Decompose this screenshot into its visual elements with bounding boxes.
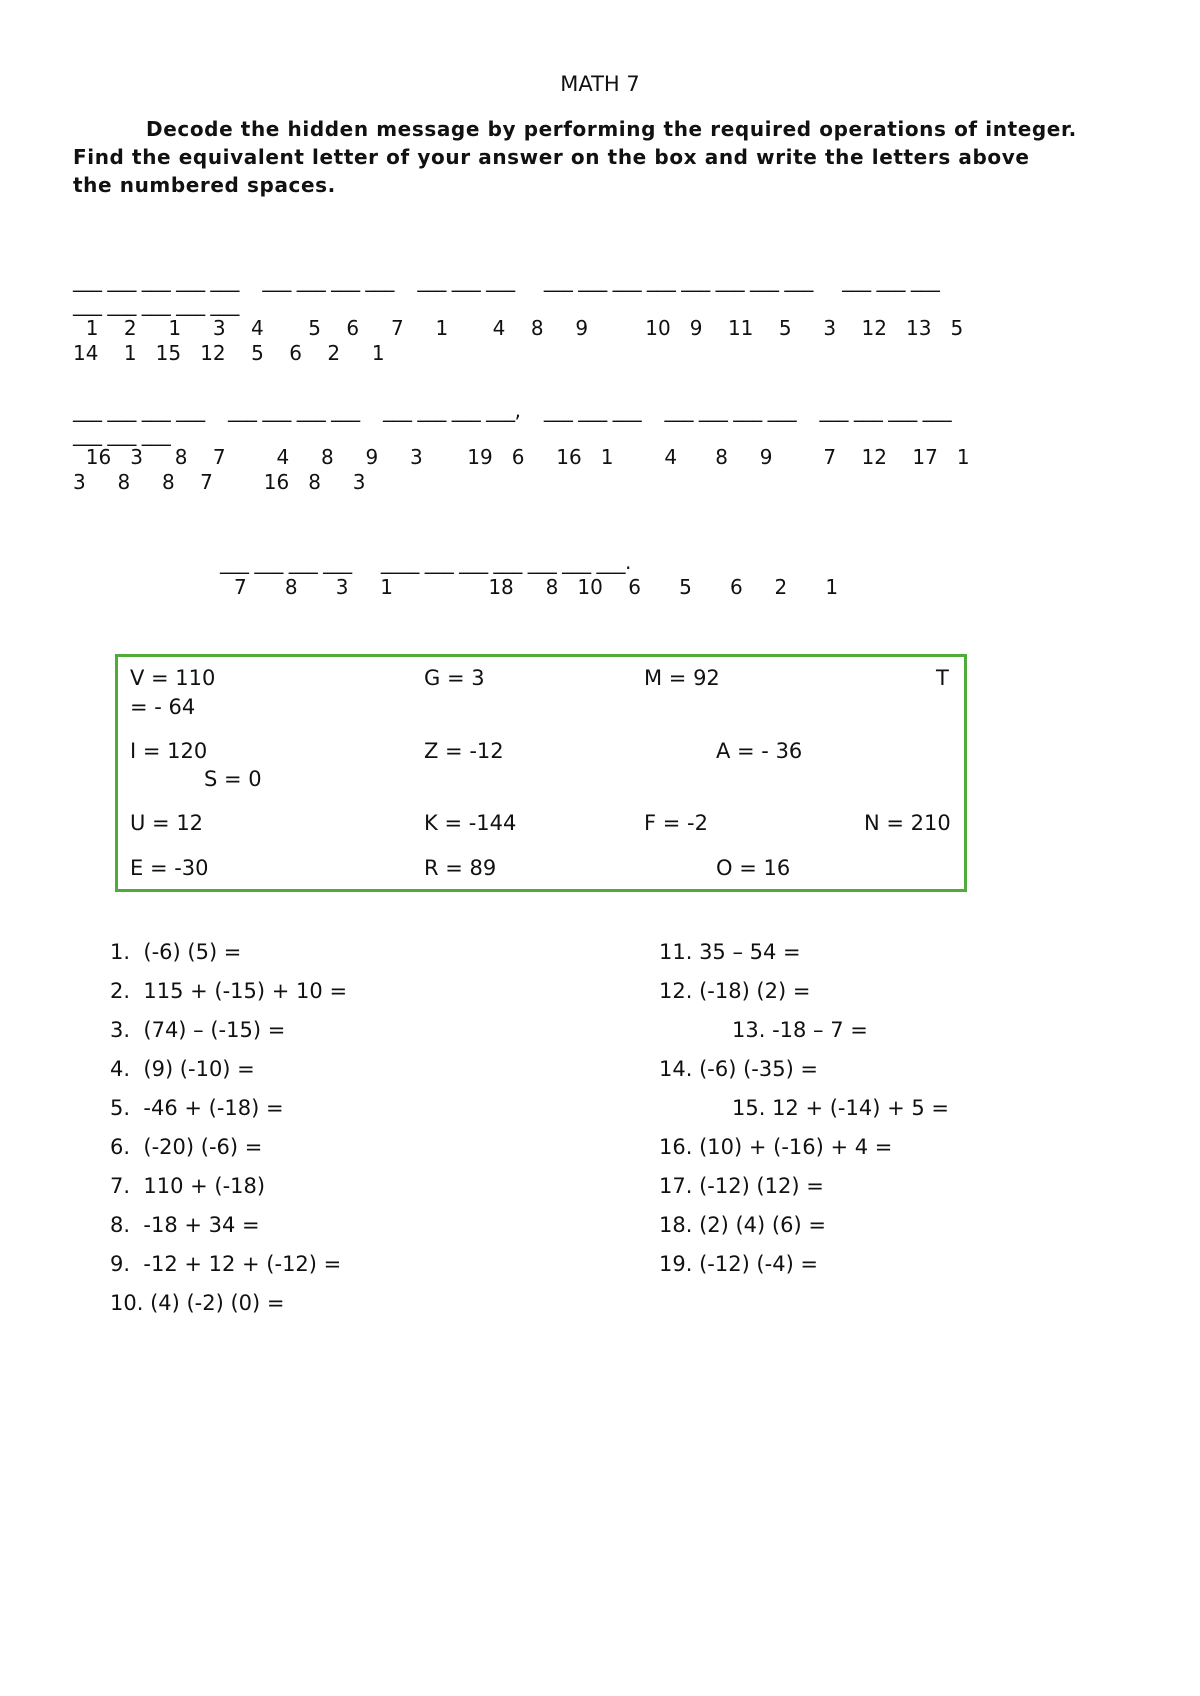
key-e: E = -30 [130,856,209,880]
problem-2: 2. 115 + (-15) + 10 = [110,979,348,1003]
key-g: G = 3 [424,666,485,690]
message-numbers-row1-wrap: 14 1 15 12 5 6 2 1 [73,341,385,365]
message-blanks-row1: ___ ___ ___ ___ ___ ___ ___ ___ ___ ___ ___ ___ ___ ___ ___ ___ ___ ___ ___ ___ ___ ___ ___ [73,268,940,292]
key-o: O = 16 [716,856,791,880]
message-blanks-row1-wrap: ___ ___ ___ ___ ___ [73,292,239,316]
letter-key-box [115,654,967,892]
key-t-value: = - 64 [130,695,196,719]
problem-13: 13. -18 – 7 = [732,1018,868,1042]
key-k: K = -144 [424,811,517,835]
message-numbers-row2: 16 3 8 7 4 8 9 3 19 6 16 1 4 8 9 7 12 17 1 [73,445,970,469]
message-blanks-row3: ___ ___ ___ ___ ____ ___ ___ ___ ___ ___ ___. [220,550,631,574]
instructions-line-3: the numbered spaces. [73,173,336,197]
problem-7: 7. 110 + (-18) [110,1174,266,1198]
page-title: MATH 7 [560,72,640,96]
key-m: M = 92 [644,666,720,690]
message-numbers-row1: 1 2 1 3 4 5 6 7 1 4 8 9 10 9 11 5 3 12 13 5 [73,316,964,340]
problem-16: 16. (10) + (-16) + 4 = [659,1135,893,1159]
problem-10: 10. (4) (-2) (0) = [110,1291,285,1315]
problem-6: 6. (-20) (-6) = [110,1135,263,1159]
problem-18: 18. (2) (4) (6) = [659,1213,826,1237]
problem-8: 8. -18 + 34 = [110,1213,260,1237]
problem-9: 9. -12 + 12 + (-12) = [110,1252,342,1276]
key-n: N = 210 [864,811,951,835]
problem-14: 14. (-6) (-35) = [659,1057,819,1081]
key-i: I = 120 [130,739,208,763]
key-f: F = -2 [644,811,708,835]
key-s: S = 0 [204,767,262,791]
instructions-line-1: Decode the hidden message by performing the required operations of integer. [146,117,1077,141]
key-t-letter: T [936,666,949,690]
message-numbers-row3: 7 8 3 1 18 8 10 6 5 6 2 1 [234,575,839,599]
message-numbers-row2-wrap: 3 8 8 7 16 8 3 [73,470,366,494]
problem-1: 1. (-6) (5) = [110,940,242,964]
problem-12: 12. (-18) (2) = [659,979,811,1003]
message-blanks-row2: ___ ___ ___ ___ ___ ___ ___ ___ ___ ___ ___ ___, ___ ___ ___ ___ ___ ___ ___ ___ ___ ___ ___ [73,398,952,422]
problem-15: 15. 12 + (-14) + 5 = [732,1096,950,1120]
key-r: R = 89 [424,856,497,880]
problem-4: 4. (9) (-10) = [110,1057,255,1081]
key-v: V = 110 [130,666,216,690]
problem-5: 5. -46 + (-18) = [110,1096,284,1120]
key-a: A = - 36 [716,739,803,763]
key-u: U = 12 [130,811,204,835]
message-blanks-row2-wrap: ___ ___ ___ [73,422,171,446]
problem-11: 11. 35 – 54 = [659,940,801,964]
problem-19: 19. (-12) (-4) = [659,1252,819,1276]
key-z: Z = -12 [424,739,504,763]
instructions-line-2: Find the equivalent letter of your answer on the box and write the letters above [73,145,1030,169]
problem-17: 17. (-12) (12) = [659,1174,824,1198]
problem-3: 3. (74) – (-15) = [110,1018,286,1042]
